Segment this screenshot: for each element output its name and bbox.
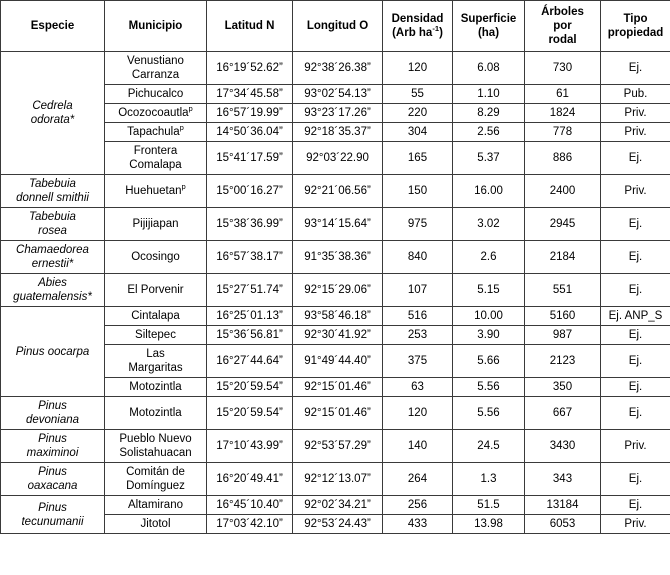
- latitude-cell: 16°25´01.13”: [207, 307, 293, 326]
- column-header-densidad: [383, 1, 453, 52]
- species-name-cell: [1, 463, 105, 496]
- municipality-line1: El Porvenir: [127, 284, 184, 297]
- density-cell: 516: [383, 307, 453, 326]
- species-name-line1: Tabebuia: [29, 211, 76, 224]
- table-header: [1, 1, 670, 52]
- species-name-line1: Chamaedorea: [16, 244, 89, 257]
- species-name-line2: ernestii*: [31, 258, 74, 271]
- species-name-cell: [1, 208, 105, 241]
- area-cell: 8.29: [453, 104, 525, 123]
- tree-count-cell: 6053: [525, 515, 601, 534]
- municipality-line1: Ocozocoautla: [118, 107, 189, 120]
- tree-count-cell: 1824: [525, 104, 601, 123]
- table-row: [1, 52, 670, 85]
- property-type-cell: Ej.: [601, 142, 670, 175]
- species-name-line1: Tabebuia: [29, 178, 76, 191]
- tree-count-cell: 667: [525, 397, 601, 430]
- municipality-cell: [105, 326, 207, 345]
- tree-count-cell: 3430: [525, 430, 601, 463]
- density-cell: 264: [383, 463, 453, 496]
- municipality-cell: [105, 307, 207, 326]
- area-cell: 5.66: [453, 345, 525, 378]
- longitude-cell: 93°02´54.13”: [293, 85, 383, 104]
- property-type-cell: Ej.: [601, 52, 670, 85]
- latitude-cell: 15°20´59.54”: [207, 397, 293, 430]
- property-type-cell: Ej.: [601, 326, 670, 345]
- area-cell: 13.98: [453, 515, 525, 534]
- table-row: [1, 463, 670, 496]
- species-name-line2: devoniana: [25, 414, 80, 427]
- area-cell: 5.56: [453, 397, 525, 430]
- municipality-cell: [105, 85, 207, 104]
- municipality-cell: [105, 208, 207, 241]
- latitude-cell: 14°50´36.04”: [207, 123, 293, 142]
- tree-count-cell: 350: [525, 378, 601, 397]
- species-name-cell: [1, 175, 105, 208]
- species-name-line2: rosea: [38, 225, 67, 238]
- property-type-cell: Ej.: [601, 378, 670, 397]
- area-cell: 5.37: [453, 142, 525, 175]
- table-row: [1, 307, 670, 326]
- municipality-line1: Venustiano: [127, 55, 184, 67]
- property-type-cell: Ej.: [601, 463, 670, 496]
- area-cell: 3.90: [453, 326, 525, 345]
- municipality-cell: [105, 515, 207, 534]
- density-cell: 840: [383, 241, 453, 274]
- tree-count-cell: 13184: [525, 496, 601, 515]
- column-header-latitud: Latitud N: [207, 1, 293, 52]
- species-name-cell: [1, 274, 105, 307]
- municipality-line1: Ocosingo: [131, 251, 180, 264]
- municipality-line1: Las: [146, 348, 165, 361]
- density-cell: 220: [383, 104, 453, 123]
- tipo-label-line2: propiedad: [607, 27, 664, 39]
- area-cell: 2.6: [453, 241, 525, 274]
- municipality-superscript-marker: p: [181, 182, 186, 192]
- latitude-cell: 17°10´43.99”: [207, 430, 293, 463]
- property-type-cell: Ej.: [601, 208, 670, 241]
- latitude-cell: 15°27´51.74”: [207, 274, 293, 307]
- longitude-cell: 92°15´01.46”: [293, 397, 383, 430]
- longitude-cell: 93°14´15.64”: [293, 208, 383, 241]
- latitude-cell: 16°45´10.40”: [207, 496, 293, 515]
- municipality-cell: [105, 496, 207, 515]
- municipality-line2: Carranza: [131, 69, 180, 82]
- density-cell: 165: [383, 142, 453, 175]
- densidad-exponent: -1: [432, 24, 440, 34]
- densidad-label-units: (Arb $ha^{-1}$): [392, 24, 443, 39]
- municipality-cell: [105, 123, 207, 142]
- tree-count-cell: 2123: [525, 345, 601, 378]
- longitude-cell: 93°58´46.18”: [293, 307, 383, 326]
- species-name-line2: odorata*: [30, 114, 75, 127]
- superficie-label-line1: Superficie: [460, 12, 517, 25]
- municipality-cell: [105, 345, 207, 378]
- column-header-especie: Especie: [1, 1, 105, 52]
- area-cell: 1.10: [453, 85, 525, 104]
- species-name-cell: [1, 430, 105, 463]
- latitude-cell: 16°27´44.64”: [207, 345, 293, 378]
- latitude-cell: 15°38´36.99”: [207, 208, 293, 241]
- municipality-line2: Margaritas: [128, 362, 183, 375]
- property-type-cell: Priv.: [601, 175, 670, 208]
- municipality-cell: [105, 463, 207, 496]
- tipo-label-line1: Tipo: [623, 12, 648, 25]
- tree-count-cell: 343: [525, 463, 601, 496]
- density-cell: 433: [383, 515, 453, 534]
- area-cell: 5.56: [453, 378, 525, 397]
- latitude-cell: 16°19´52.62”: [207, 52, 293, 85]
- tree-count-cell: 730: [525, 52, 601, 85]
- municipality-cell: [105, 104, 207, 123]
- column-header-longitud: Longitud O: [293, 1, 383, 52]
- area-cell: 24.5: [453, 430, 525, 463]
- table-row: [1, 208, 670, 241]
- municipality-line2: Solistahuacan: [119, 447, 192, 460]
- arboles-label-line1: Árboles: [541, 5, 584, 18]
- latitude-cell: 15°36´56.81”: [207, 326, 293, 345]
- species-name-line1: Pinus: [38, 433, 67, 446]
- tree-count-cell: 2945: [525, 208, 601, 241]
- density-cell: 55: [383, 85, 453, 104]
- area-cell: 51.5: [453, 496, 525, 515]
- table-row: [1, 496, 670, 515]
- column-header-municipio: Municipio: [105, 1, 207, 52]
- tree-count-cell: 886: [525, 142, 601, 175]
- longitude-cell: 92°15´01.46”: [293, 378, 383, 397]
- latitude-cell: 17°03´42.10”: [207, 515, 293, 534]
- property-type-cell: Priv.: [601, 123, 670, 142]
- municipality-line2: Domínguez: [126, 480, 185, 493]
- densidad-label-line1: Densidad: [391, 12, 444, 25]
- area-cell: 5.15: [453, 274, 525, 307]
- species-name-line2: oaxacana: [27, 480, 78, 493]
- municipality-line1: Pueblo Nuevo: [119, 433, 192, 446]
- superficie-label-line2: (ha): [477, 27, 500, 39]
- longitude-cell: 92°18´35.37”: [293, 123, 383, 142]
- longitude-cell: 92°02´34.21”: [293, 496, 383, 515]
- property-type-cell: Priv.: [601, 104, 670, 123]
- area-cell: 1.3: [453, 463, 525, 496]
- tree-count-cell: 778: [525, 123, 601, 142]
- species-name-line2: tecunumanii: [21, 515, 84, 528]
- density-cell: 256: [383, 496, 453, 515]
- tree-count-cell: 551: [525, 274, 601, 307]
- area-cell: 3.02: [453, 208, 525, 241]
- density-cell: 150: [383, 175, 453, 208]
- longitude-cell: 92°12´13.07”: [293, 463, 383, 496]
- property-type-cell: Ej.: [601, 496, 670, 515]
- area-cell: 16.00: [453, 175, 525, 208]
- municipality-cell: [105, 52, 207, 85]
- species-name-line2: maximinoi: [26, 447, 79, 460]
- longitude-cell: 92°15´29.06”: [293, 274, 383, 307]
- latitude-cell: 16°20´49.41”: [207, 463, 293, 496]
- density-cell: 140: [383, 430, 453, 463]
- species-name-cell: [1, 307, 105, 397]
- municipality-cell: [105, 397, 207, 430]
- species-name-line1: Cedrela: [32, 100, 73, 113]
- table-row: [1, 241, 670, 274]
- longitude-cell: 92°53´57.29”: [293, 430, 383, 463]
- species-name-line1: Pinus oocarpa: [15, 345, 90, 358]
- density-cell: 120: [383, 52, 453, 85]
- species-name-line1: Pinus: [38, 466, 67, 479]
- latitude-cell: 17°34´45.58”: [207, 85, 293, 104]
- municipality-cell: [105, 378, 207, 397]
- header-row: [1, 1, 670, 52]
- density-cell: 253: [383, 326, 453, 345]
- table-row: [1, 175, 670, 208]
- municipality-line1: Motozintla: [129, 381, 182, 394]
- longitude-cell: 92°03´22.90: [293, 142, 383, 175]
- municipality-cell: [105, 241, 207, 274]
- municipality-line1: Comitán de: [126, 466, 185, 479]
- species-name-line1: Pinus: [38, 501, 67, 514]
- density-cell: 975: [383, 208, 453, 241]
- table-row: [1, 274, 670, 307]
- arboles-label-line2: por: [553, 19, 572, 32]
- municipality-cell: [105, 430, 207, 463]
- longitude-cell: 92°21´06.56”: [293, 175, 383, 208]
- municipality-line1: Huehuetan: [125, 185, 182, 198]
- latitude-cell: 15°20´59.54”: [207, 378, 293, 397]
- municipality-line2: Comalapa: [129, 159, 182, 172]
- municipality-cell: [105, 142, 207, 175]
- municipality-line1: Motozintla: [129, 407, 182, 420]
- municipality-superscript-marker: p: [188, 104, 193, 114]
- property-type-cell: Priv.: [601, 515, 670, 534]
- longitude-cell: 92°38´26.38”: [293, 52, 383, 85]
- municipality-superscript-marker: p: [179, 123, 184, 133]
- table-body: [1, 52, 670, 534]
- area-cell: 6.08: [453, 52, 525, 85]
- species-name-cell: [1, 241, 105, 274]
- municipality-line1: Jitotol: [140, 518, 171, 531]
- latitude-cell: 15°41´17.59”: [207, 142, 293, 175]
- municipality-line1: Frontera: [133, 145, 178, 158]
- property-type-cell: Ej.: [601, 397, 670, 430]
- longitude-cell: 92°30´41.92”: [293, 326, 383, 345]
- species-name-line1: Pinus: [38, 400, 67, 413]
- table-row: [1, 430, 670, 463]
- species-name-cell: [1, 397, 105, 430]
- tree-count-cell: 2400: [525, 175, 601, 208]
- density-cell: 304: [383, 123, 453, 142]
- longitude-cell: 91°49´44.40”: [293, 345, 383, 378]
- municipality-line1: Altamirano: [128, 499, 183, 512]
- density-cell: 120: [383, 397, 453, 430]
- property-type-cell: Ej. ANP_S: [601, 307, 670, 326]
- property-type-cell: Ej.: [601, 274, 670, 307]
- arboles-label-line3: rodal: [548, 34, 577, 46]
- table-row: [1, 397, 670, 430]
- density-cell: 375: [383, 345, 453, 378]
- property-type-cell: Ej.: [601, 345, 670, 378]
- longitude-cell: 92°53´24.43”: [293, 515, 383, 534]
- municipality-line1: Cintalapa: [131, 310, 180, 323]
- species-name-line1: Abies: [38, 277, 67, 290]
- species-name-cell: [1, 52, 105, 175]
- species-name-line2: guatemalensis*: [13, 291, 92, 304]
- column-header-arboles: [525, 1, 601, 52]
- tree-count-cell: 61: [525, 85, 601, 104]
- municipality-cell: [105, 175, 207, 208]
- property-type-cell: Ej.: [601, 241, 670, 274]
- municipality-line1: Pijijiapan: [132, 218, 179, 231]
- latitude-cell: 16°57´38.17”: [207, 241, 293, 274]
- municipality-line1: Tapachula: [127, 126, 180, 139]
- longitude-cell: 93°23´17.26”: [293, 104, 383, 123]
- tree-count-cell: 2184: [525, 241, 601, 274]
- municipality-line1: Siltepec: [135, 329, 176, 342]
- longitude-cell: 91°35´38.36”: [293, 241, 383, 274]
- latitude-cell: 15°00´16.27”: [207, 175, 293, 208]
- column-header-tipo-propiedad: [601, 1, 670, 52]
- municipality-cell: [105, 274, 207, 307]
- column-header-superficie: [453, 1, 525, 52]
- tree-count-cell: 987: [525, 326, 601, 345]
- species-name-line2: donnell smithii: [16, 192, 89, 205]
- density-cell: 107: [383, 274, 453, 307]
- area-cell: 2.56: [453, 123, 525, 142]
- area-cell: 10.00: [453, 307, 525, 326]
- property-type-cell: Pub.: [601, 85, 670, 104]
- municipality-line1: Pichucalco: [127, 88, 184, 101]
- density-cell: 63: [383, 378, 453, 397]
- property-type-cell: Priv.: [601, 430, 670, 463]
- species-name-cell: [1, 496, 105, 534]
- tree-count-cell: 5160: [525, 307, 601, 326]
- latitude-cell: 16°57´19.99”: [207, 104, 293, 123]
